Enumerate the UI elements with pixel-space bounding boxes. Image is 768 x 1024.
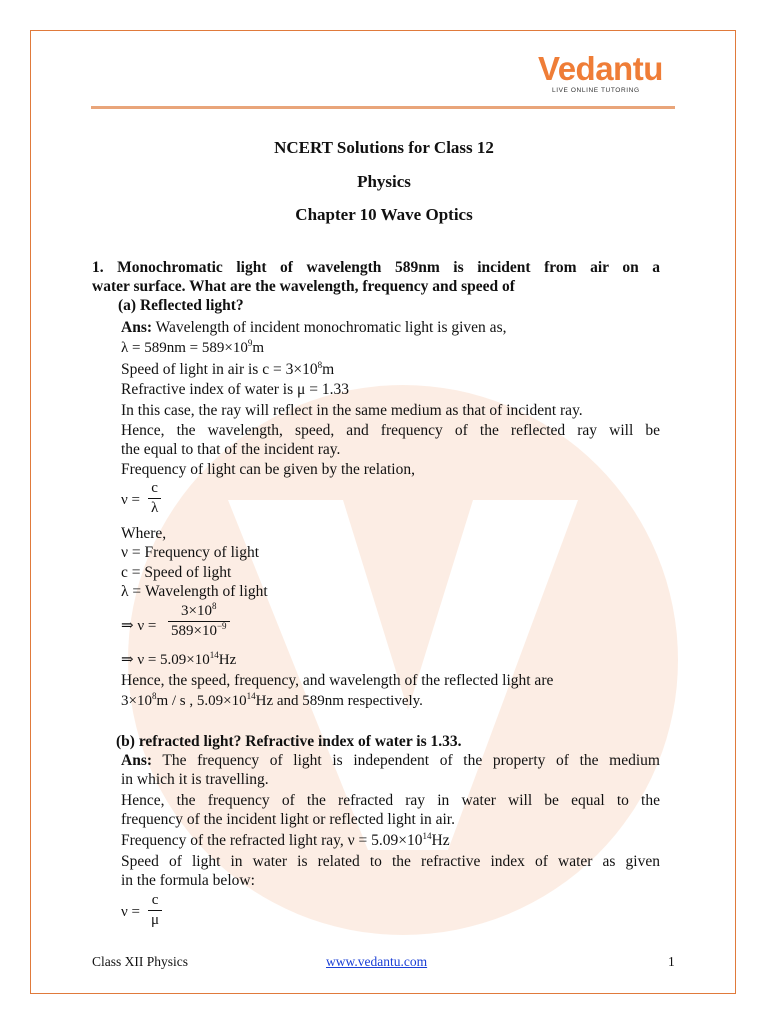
calc-denominator-base: 589×10 — [171, 623, 217, 639]
hence-line-2: the equal to that of the incident ray. — [121, 441, 341, 458]
summary-speed-unit: m / s , 5.09×10 — [156, 693, 247, 709]
summary-speed-exp: 8 — [151, 691, 157, 701]
vedantu-logo[interactable] — [538, 52, 678, 98]
def-lambda: λ = Wavelength of light — [121, 583, 268, 600]
frequency-relation: Frequency of light can be given by the relation, — [121, 461, 415, 478]
fraction-b-denominator: μ — [148, 910, 162, 929]
nu-eq-label: ν = — [121, 492, 140, 508]
speed-in-air — [121, 360, 334, 379]
summary-rest: Hz and 589nm respectively. — [255, 693, 423, 709]
def-c: c = Speed of light — [121, 564, 232, 581]
question-1-line-1: 1. Monochromatic light of wavelength 589nm is incident from air on a — [92, 259, 660, 276]
answer-a-intro — [121, 318, 506, 337]
part-b-heading: (b) refracted light? Refractive index of water is 1.33. — [116, 733, 462, 750]
result-exp: 14 — [209, 650, 219, 660]
ans-label: Ans: — [121, 319, 153, 336]
result-unit: Hz — [218, 652, 237, 668]
summary-speed: 3×10 — [121, 693, 152, 709]
fraction-denominator: λ — [148, 498, 161, 517]
eq-wavelength — [121, 339, 264, 358]
answer-b-line-1 — [121, 751, 660, 770]
doc-subject: Physics — [357, 172, 411, 191]
fraction-c-over-lambda — [148, 480, 161, 517]
logo-tagline: LIVE ONLINE TUTORING — [552, 87, 640, 94]
where-label: Where, — [121, 525, 167, 542]
result-frequency — [121, 651, 236, 670]
answer-b-line-2: in which it is travelling. — [121, 771, 269, 788]
page-number: 1 — [668, 954, 675, 969]
fraction-c-over-mu — [148, 892, 162, 929]
refracted-frequency — [121, 831, 450, 850]
logo-wordmark: Vedantu — [538, 50, 663, 87]
doc-title: NCERT Solutions for Class 12 — [274, 138, 494, 157]
speed-in-air-unit: m — [322, 361, 335, 378]
speed-water-line-2: in the formula below: — [121, 872, 255, 889]
summary-line-2 — [121, 692, 423, 711]
refracted-frequency-unit: Hz — [431, 832, 450, 849]
refracted-frequency-text: Frequency of the refracted light ray, ν = 5.09×10 — [121, 832, 423, 849]
speed-in-air-text: Speed of light in air is c = 3×10 — [121, 361, 318, 378]
calc-numerator-base: 3×10 — [181, 603, 212, 619]
nu-eq-b-label: ν = — [121, 904, 140, 920]
fraction-calc — [168, 603, 230, 640]
answer-b-hence-2: frequency of the incident light or reflected light in air. — [121, 811, 455, 828]
footer-class: Class XII Physics — [92, 954, 189, 969]
ans-b-label: Ans: — [121, 752, 153, 769]
calc-denominator — [168, 621, 230, 640]
refractive-index: Refractive index of water is μ = 1.33 — [121, 381, 349, 398]
fraction-b-numerator: c — [151, 892, 159, 908]
header-divider — [91, 106, 675, 109]
footer-website-link[interactable]: www.vedantu.com — [326, 954, 428, 969]
eq-wavelength-exp: 9 — [247, 338, 253, 348]
calc-prefix: ⇒ ν = — [121, 618, 157, 634]
speed-water-line-1: Speed of light in water is related to the refractive index of water as given — [121, 853, 660, 870]
footer-link[interactable] — [326, 954, 427, 970]
hence-line-1: Hence, the wavelength, speed, and frequency of the reflected ray will be — [121, 422, 660, 439]
eq-wavelength-base: λ = 589nm = 589×10 — [121, 340, 248, 356]
fraction-numerator: c — [151, 480, 158, 496]
summary-freq-exp: 14 — [246, 691, 256, 701]
calc-denominator-exp: −9 — [216, 621, 227, 631]
doc-chapter: Chapter 10 Wave Optics — [295, 205, 473, 224]
ans-text: Wavelength of incident monochromatic light is given as, — [152, 319, 507, 336]
speed-in-air-exp: 8 — [317, 360, 323, 370]
calc-numerator-exp: 8 — [212, 601, 217, 611]
result-base: ⇒ ν = 5.09×10 — [121, 652, 210, 668]
part-a-heading: (a) Reflected light? — [118, 297, 244, 314]
ans-b-text: The frequency of light is independent of the property of the medium — [152, 752, 660, 769]
summary-line-1: Hence, the speed, frequency, and wavelength of the reflected light are — [121, 672, 554, 689]
answer-b-hence-1: Hence, the frequency of the refracted ray in water will be equal to the — [121, 792, 660, 809]
reflect-line: In this case, the ray will reflect in the same medium as that of incident ray. — [121, 402, 583, 419]
calc-numerator — [178, 603, 219, 621]
eq-wavelength-unit: m — [252, 340, 264, 356]
def-nu: ν = Frequency of light — [121, 544, 260, 561]
question-1-line-2: water surface. What are the wavelength, frequency and speed of — [92, 278, 515, 295]
refracted-frequency-exp: 14 — [422, 831, 432, 841]
